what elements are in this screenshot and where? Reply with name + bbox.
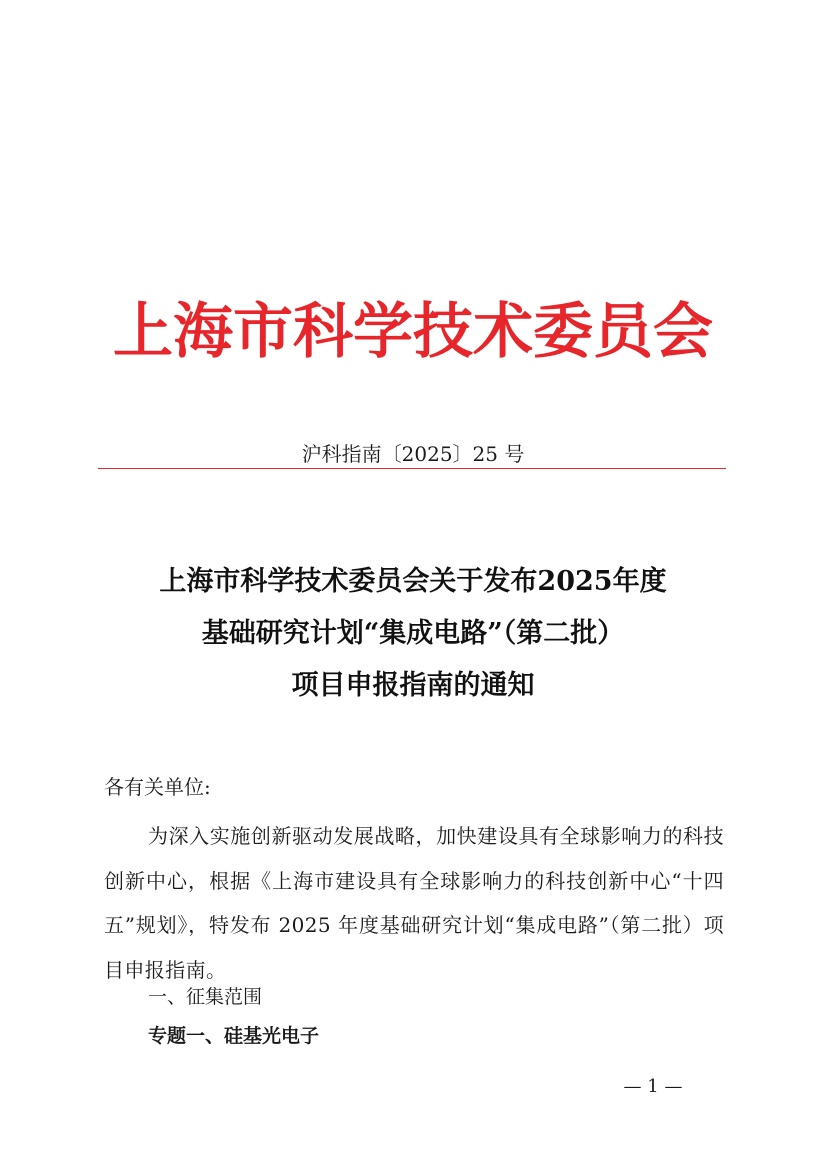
body-paragraph: 为深入实施创新驱动发展战略，加快建设具有全球影响力的科技创新中心，根据《上海市建设具有全球影响力的科技创新中心“十四五”规划》，特发布 2025 年度基础研究计划“集成电路”（第二批）项目申报指南。 [104,824,724,982]
document-title [0,556,826,712]
title-line-3: 项目申报指南的通知 [291,670,535,701]
salutation: 各有关单位: [104,775,211,799]
title-line-2: 基础研究计划“集成电路”（第二批） [201,618,625,649]
topic-subheading: 专题一、硅基光电子 [148,1025,320,1047]
issuer-masthead: 上海市科学技术委员会 [113,297,713,367]
document-number: 沪科指南〔2025〕25 号 [301,442,525,466]
title-line-1: 上海市科学技术委员会关于发布2025年度 [159,566,667,597]
section-heading: 一、征集范围 [148,986,263,1008]
red-divider-line [98,468,726,469]
page-number: — 1 — [623,1076,683,1097]
